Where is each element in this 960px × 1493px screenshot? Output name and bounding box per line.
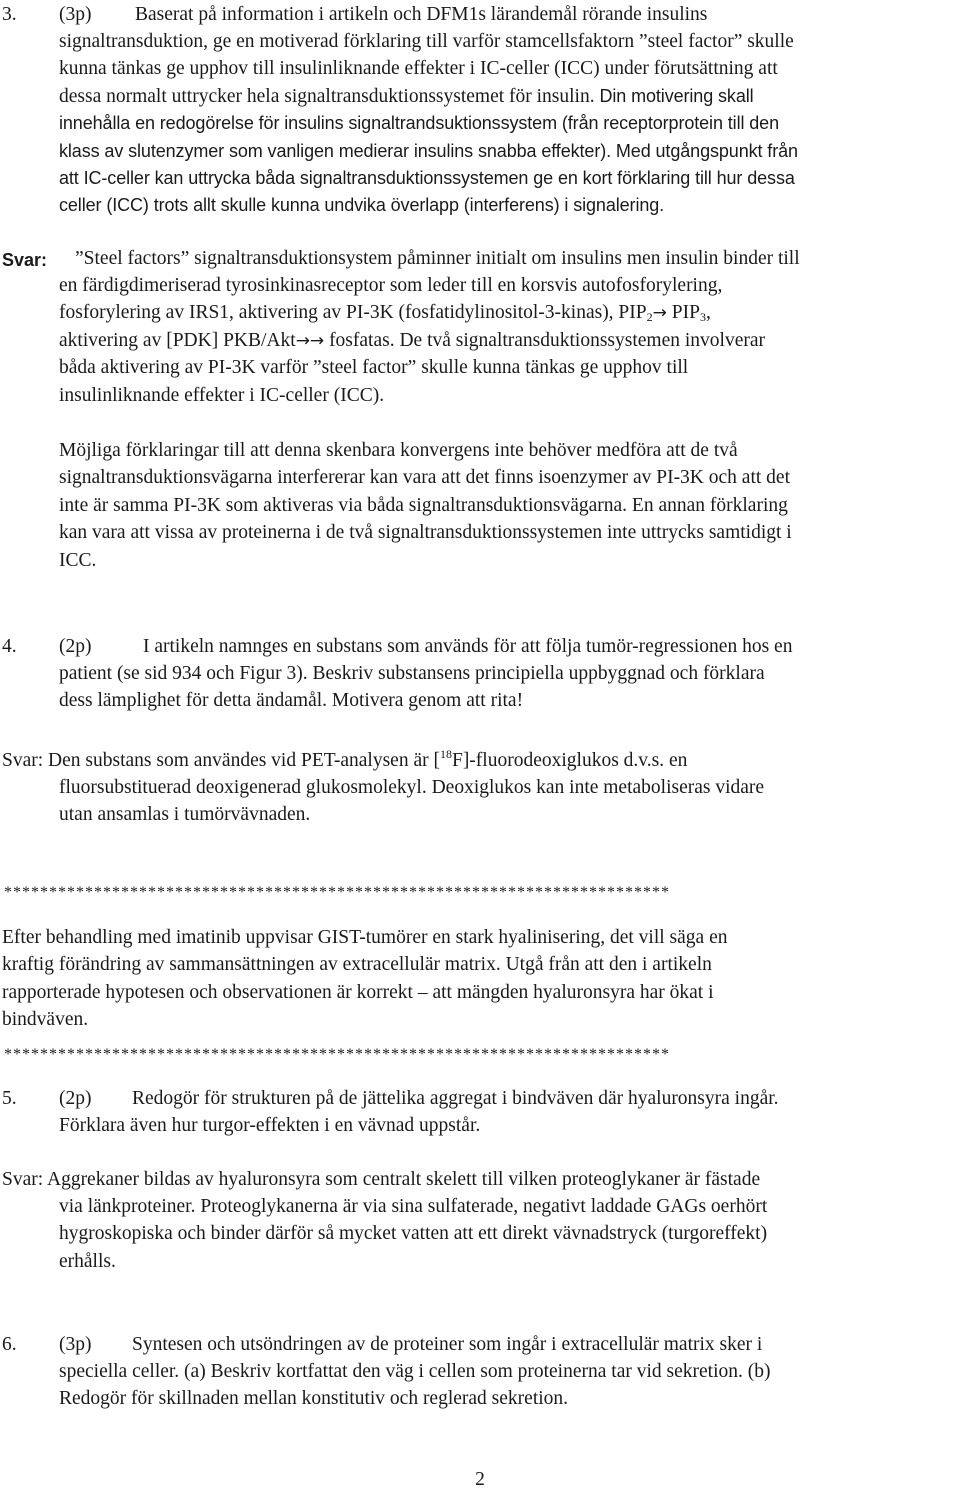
question-5-points: (2p) bbox=[59, 1088, 92, 1109]
answer-3-p2-line-3: inte är samma PI-3K som aktiveras via båda signaltransduktionsvägarna. En annan förklaring bbox=[59, 494, 788, 516]
answer-3-p2-line-4: kan vara att vissa av proteinerna i de två signaltransduktionssystemen inte uttrycks samtidigt i bbox=[59, 522, 792, 544]
answer-4-body bbox=[59, 774, 954, 829]
question-3-line-2: signaltransduktion, ge en motiverad förklaring till varför stamcellsfaktorn ”steel factor” skulle bbox=[59, 31, 794, 52]
question-4-line-1: I artikeln namnges en substans som används för att följa tumör-regressionen hos en bbox=[143, 636, 793, 657]
question-6-points: (3p) bbox=[59, 1334, 92, 1355]
answer-3-paragraph-2 bbox=[59, 437, 954, 574]
question-4-number: 4. bbox=[2, 636, 17, 657]
question-6-body bbox=[59, 1358, 954, 1413]
answer-5-line-3: hygroskopiska och binder därför så mycket vatten att ett direkt vävnadstryck (turgoreffekt) bbox=[59, 1223, 768, 1245]
separator-bottom: ************************************************************************** bbox=[4, 1046, 670, 1063]
answer-3-line-4: aktivering av [PDK] PKB/Akt→→ fosfatas. De två signaltransduktionssystemen involverar bbox=[59, 327, 954, 354]
question-3-line-1: Baserat på information i artikeln och DFM1s lärandemål rörande insulins bbox=[135, 4, 708, 25]
answer-5-line-2: via länkproteiner. Proteoglykanerna är via sina sulfaterade, negativt laddade GAGs oerhört bbox=[59, 1196, 768, 1217]
question-3-line-4: dessa normalt uttrycker hela signaltransduktionssystemet för insulin. Din motivering skall bbox=[59, 85, 754, 107]
question-5-line-2: Förklara även hur turgor-effekten i en vävnad uppstår. bbox=[59, 1115, 481, 1136]
question-3-line-7: att IC-celler kan uttrycka båda signaltransduktionssystemen ge en kort förklaring till hur dessa bbox=[59, 167, 795, 188]
answer-3-line-6: insulinliknande effekter i IC-celler (ICC). bbox=[59, 384, 385, 406]
answer-3-line-1: ”Steel factors” signaltransduktionsystem påminner initialt om insulins men insulin binder till bbox=[75, 248, 800, 269]
question-5-body bbox=[59, 1112, 954, 1139]
answer-3-line-5: båda aktivering av PI-3K varför ”steel factor” skulle kunna tänkas ge upphov till bbox=[59, 357, 689, 379]
question-3-points: (3p) bbox=[59, 4, 92, 25]
answer-3-line-2: en färdigdimeriserad tyrosinkinasreceptor som leder till en korsvis autofosforylering, bbox=[59, 275, 723, 296]
question-4-line-3: dess lämplighet för detta ändamål. Motivera genom att rita! bbox=[59, 690, 524, 712]
interlude-line-2: kraftig förändring av sammansättningen av extracellulär matrix. Utgå från att den i artikeln bbox=[2, 954, 712, 976]
question-5-line-1: Redogör för strukturen på de jättelika aggregat i bindväven där hyaluronsyra ingår. bbox=[132, 1088, 779, 1109]
interlude-text bbox=[2, 924, 954, 1034]
interlude-line-1: Efter behandling med imatinib uppvisar GIST-tumörer en stark hyalinisering, det vill säga en bbox=[2, 927, 728, 948]
answer-4-line-3: utan ansamlas i tumörvävnaden. bbox=[59, 804, 311, 826]
question-3-line-3: kunna tänkas ge upphov till insulinliknande effekter i IC-celler (ICC) under förutsättning att bbox=[59, 58, 778, 80]
answer-3-body bbox=[59, 272, 954, 409]
question-6-number: 6. bbox=[2, 1334, 17, 1355]
question-3-line-8: celler (ICC) trots allt skulle kunna undvika överlapp (interferens) i signalering. bbox=[59, 195, 665, 216]
question-4-points: (2p) bbox=[59, 636, 92, 657]
answer-5-line-1: Svar: Aggrekaner bildas av hyaluronsyra som centralt skelett till vilken proteoglykaner är fästade bbox=[2, 1169, 761, 1190]
answer-3-p2-line-5: ICC. bbox=[59, 549, 97, 571]
answer-4-line-1: Svar: Den substans som användes vid PET-analysen är [$^{18}$F]-fluorodeoxiglukos d.v.s. en bbox=[2, 747, 688, 771]
double-arrow-right-icon: →→ bbox=[295, 330, 325, 351]
answer-3-p2-line-1: Möjliga förklaringar till att denna skenbara konvergens inte behöver medföra att de två bbox=[59, 440, 738, 461]
arrow-right-icon: → bbox=[652, 303, 667, 324]
answer-5-label: Svar: bbox=[2, 1169, 44, 1190]
question-3-body bbox=[59, 28, 954, 220]
question-3-number: 3. bbox=[2, 4, 17, 25]
interlude-line-3: rapporterade hypotesen och observationen är korrekt – att mängden hyaluronsyra har ökat i bbox=[2, 981, 714, 1003]
answer-3-line-3: fosforylering av IRS1, aktivering av PI-3K (fosfatidylinositol-3-kinas), $PIP_2\to PIP_3$, bbox=[59, 299, 954, 326]
page-number: 2 bbox=[475, 1469, 485, 1490]
answer-5-body bbox=[59, 1193, 954, 1275]
answer-5-line-4: erhålls. bbox=[59, 1250, 116, 1272]
separator-top: ************************************************************************** bbox=[4, 884, 670, 901]
interlude-line-4: bindväven. bbox=[2, 1009, 89, 1031]
answer-4-label: Svar: bbox=[2, 750, 44, 771]
answer-3-p2-line-2: signaltransduktionsvägarna interfererar kan vara att det finns isoenzymer av PI-3K och att det bbox=[59, 467, 790, 489]
question-6-line-2: speciella celler. (a) Beskriv kortfattat den väg i cellen som proteinerna tar vid sekretion. (b) bbox=[59, 1361, 771, 1382]
question-5-number: 5. bbox=[2, 1088, 17, 1109]
question-6-line-3: Redogör för skillnaden mellan konstitutiv och reglerad sekretion. bbox=[59, 1388, 569, 1410]
answer-3-label: Svar: bbox=[2, 250, 48, 270]
answer-4-line-2: fluorsubstituerad deoxigenerad glukosmolekyl. Deoxiglukos kan inte metaboliseras vidare bbox=[59, 777, 765, 798]
question-6-line-1: Syntesen och utsöndringen av de proteiner som ingår i extracellulär matrix sker i bbox=[132, 1334, 763, 1355]
question-4-line-2: patient (se sid 934 och Figur 3). Beskriv substansens principiella uppbyggnad och förklara bbox=[59, 663, 765, 684]
question-3-line-6: klass av slutenzymer som vanligen medierar insulins snabba effekter). Med utgångspunkt från bbox=[59, 140, 798, 161]
question-4-body bbox=[59, 660, 954, 715]
question-3-line-5: innehålla en redogörelse för insulins signaltrandsuktionssystem (från receptorprotein till den bbox=[59, 113, 779, 134]
